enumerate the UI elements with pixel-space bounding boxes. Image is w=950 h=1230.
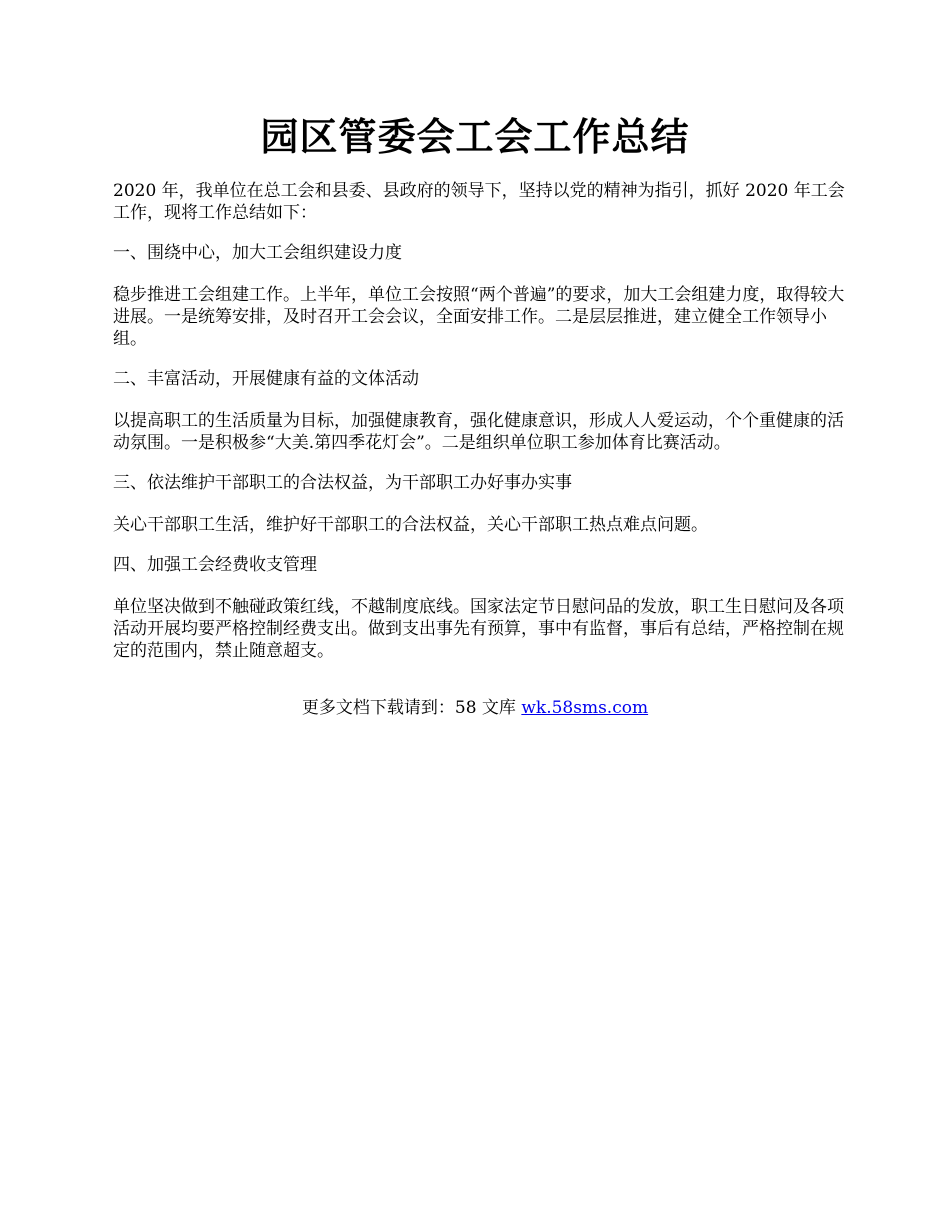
- section-heading-1: 一、围绕中心，加大工会组织建设力度: [113, 243, 402, 263]
- document-body: [113, 180, 853, 680]
- intro-paragraph: 2020 年，我单位在总工会和县委、县政府的领导下，坚持以党的精神为指引，抓好 2020 年工会工作，现将工作总结如下：: [113, 181, 845, 223]
- section-heading-4: 四、加强工会经费收支管理: [113, 555, 317, 575]
- section-paragraph-3: 关心干部职工生活，维护好干部职工的合法权益，关心干部职工热点难点问题。: [113, 515, 708, 535]
- footer-prefix-text: 更多文档下载请到：58 文库: [301, 698, 522, 718]
- section-heading-3: 三、依法维护干部职工的合法权益，为干部职工办好事办实事: [113, 473, 572, 493]
- section-heading-2: 二、丰富活动，开展健康有益的文体活动: [113, 369, 419, 389]
- download-footer: [0, 697, 950, 719]
- section-paragraph-2: 以提高职工的生活质量为目标，加强健康教育，强化健康意识，形成人人爱运动，个个重健康的活动氛围。一是积极参“大美.第四季花灯会”。二是组织单位职工参加体育比赛活动。: [113, 411, 844, 453]
- website-link[interactable]: wk.58sms.com: [521, 698, 649, 718]
- section-paragraph-4: 单位坚决做到不触碰政策红线，不越制度底线。国家法定节日慰问品的发放，职工生日慰问及各项活动开展均要严格控制经费支出。做到支出事先有预算，事中有监督，事后有总结，严格控制在规定的范围内，禁止随意超支。: [113, 597, 844, 661]
- section-paragraph-1: 稳步推进工会组建工作。上半年，单位工会按照“两个普遍”的要求，加大工会组建力度，取得较大进展。一是统筹安排，及时召开工会会议，全面安排工作。二是层层推进，建立健全工作领导小组。: [113, 285, 845, 349]
- document-title: 园区管委会工会工作总结: [260, 114, 690, 159]
